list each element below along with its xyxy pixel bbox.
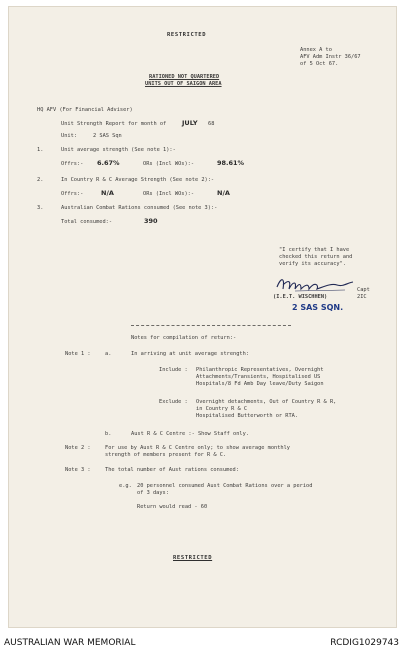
include-line-1: Philanthropic Representatives, Overnight [196, 367, 324, 373]
exclude-line-3: Hospitalised Butterworth or RTA. [196, 413, 299, 419]
exclude-label: Exclude : [159, 399, 188, 405]
document-title: RATIONED NOT QUARTERED [149, 74, 220, 80]
unit-label: Unit: [61, 133, 77, 139]
note-3-label: Note 3 : [65, 467, 91, 473]
archive-reference: RCDIG1029743 [330, 638, 399, 648]
addressee: HQ AFV (For Financial Adviser) [37, 107, 133, 113]
item-1-offrs-value: 6.67% [97, 159, 120, 167]
item-1-ors-value: 98.61% [217, 159, 245, 167]
include-line-2: Attachments/Transients, Hospitalised US [196, 374, 321, 380]
note-1-label: Note 1 : [65, 351, 91, 357]
item-2-ors-label: ORs (Incl WOs):- [143, 191, 195, 197]
document-page [8, 6, 397, 628]
item-3-number: 3. [37, 205, 44, 211]
unit-stamp: 2 SAS SQN. [292, 303, 344, 312]
item-2-number: 2. [37, 177, 44, 183]
classification-top: RESTRICTED [167, 32, 207, 38]
handwritten-signature [275, 275, 355, 293]
include-label: Include : [159, 367, 188, 373]
item-3-text: Australian Combat Rations consumed (See note 3):- [61, 205, 218, 211]
item-1-number: 1. [37, 147, 44, 153]
annex-line-3: of 5 Oct 67. [300, 61, 339, 67]
total-consumed-label: Total consumed:- [61, 219, 113, 225]
item-1-text: Unit average strength (See note 1):- [61, 147, 176, 153]
report-year: 68 [208, 121, 215, 127]
note-2-label: Note 2 : [65, 445, 91, 451]
note-2-line-1: For use by Aust R & C Centre only; to show average monthly [105, 445, 290, 451]
note-1-a-text: In arriving at unit average strength: [131, 351, 249, 357]
item-2-offrs-value: N/A [101, 189, 114, 197]
archive-footer [0, 632, 405, 654]
signatory-appointment: 2IC [357, 294, 367, 300]
archive-name: AUSTRALIAN WAR MEMORIAL [4, 638, 136, 648]
document-subtitle: UNITS OUT OF SAIGON AREA [145, 81, 222, 87]
exclude-line-2: in Country R & C [196, 406, 248, 412]
note-1-b-marker: b. [105, 431, 112, 437]
example-return: Return would read - 60 [137, 504, 208, 510]
example-line-2: of 3 days: [137, 490, 169, 496]
note-1-b-text: Aust R & C Centre :- Show Staff only. [131, 431, 249, 437]
notes-divider [131, 325, 291, 326]
note-3-text: The total number of Aust rations consumed: [105, 467, 239, 473]
exclude-line-1: Overnight detachments, Out of Country R & R, [196, 399, 337, 405]
signatory-name: (I.E.T. WISCHHEN) [273, 294, 328, 300]
total-consumed-value: 390 [144, 217, 158, 225]
report-month-label: Unit Strength Report for month of [61, 121, 167, 127]
certification-line-3: verify its accuracy". [279, 261, 346, 267]
signatory-rank: Capt [357, 287, 370, 293]
note-1-a-marker: a. [105, 351, 112, 357]
certification-line-1: "I certify that I have [279, 247, 350, 253]
report-month-value: JULY [182, 119, 198, 127]
example-line-1: 20 personnel consumed Aust Combat Rations over a period [137, 483, 313, 489]
unit-value: 2 SAS Sqn [93, 133, 122, 139]
item-2-ors-value: N/A [217, 189, 230, 197]
notes-heading: Notes for compilation of return:- [131, 335, 237, 341]
note-2-line-2: strength of members present for R & C. [105, 452, 227, 458]
item-2-offrs-label: Offrs:- [61, 191, 84, 197]
example-label: e.g. [119, 483, 132, 489]
annex-line-2: AFV Adm Instr 36/67 [300, 54, 361, 60]
classification-bottom: RESTRICTED [173, 555, 213, 561]
item-1-ors-label: ORs (Incl WOs):- [143, 161, 195, 167]
item-2-text: In Country R & C Average Strength (See note 2):- [61, 177, 215, 183]
include-line-3: Hospitals/8 Fd Amb Day leave/Duty Saigon [196, 381, 324, 387]
item-1-offrs-label: Offrs:- [61, 161, 84, 167]
annex-line-1: Annex A to [300, 47, 332, 53]
certification-line-2: checked this return and [279, 254, 353, 260]
